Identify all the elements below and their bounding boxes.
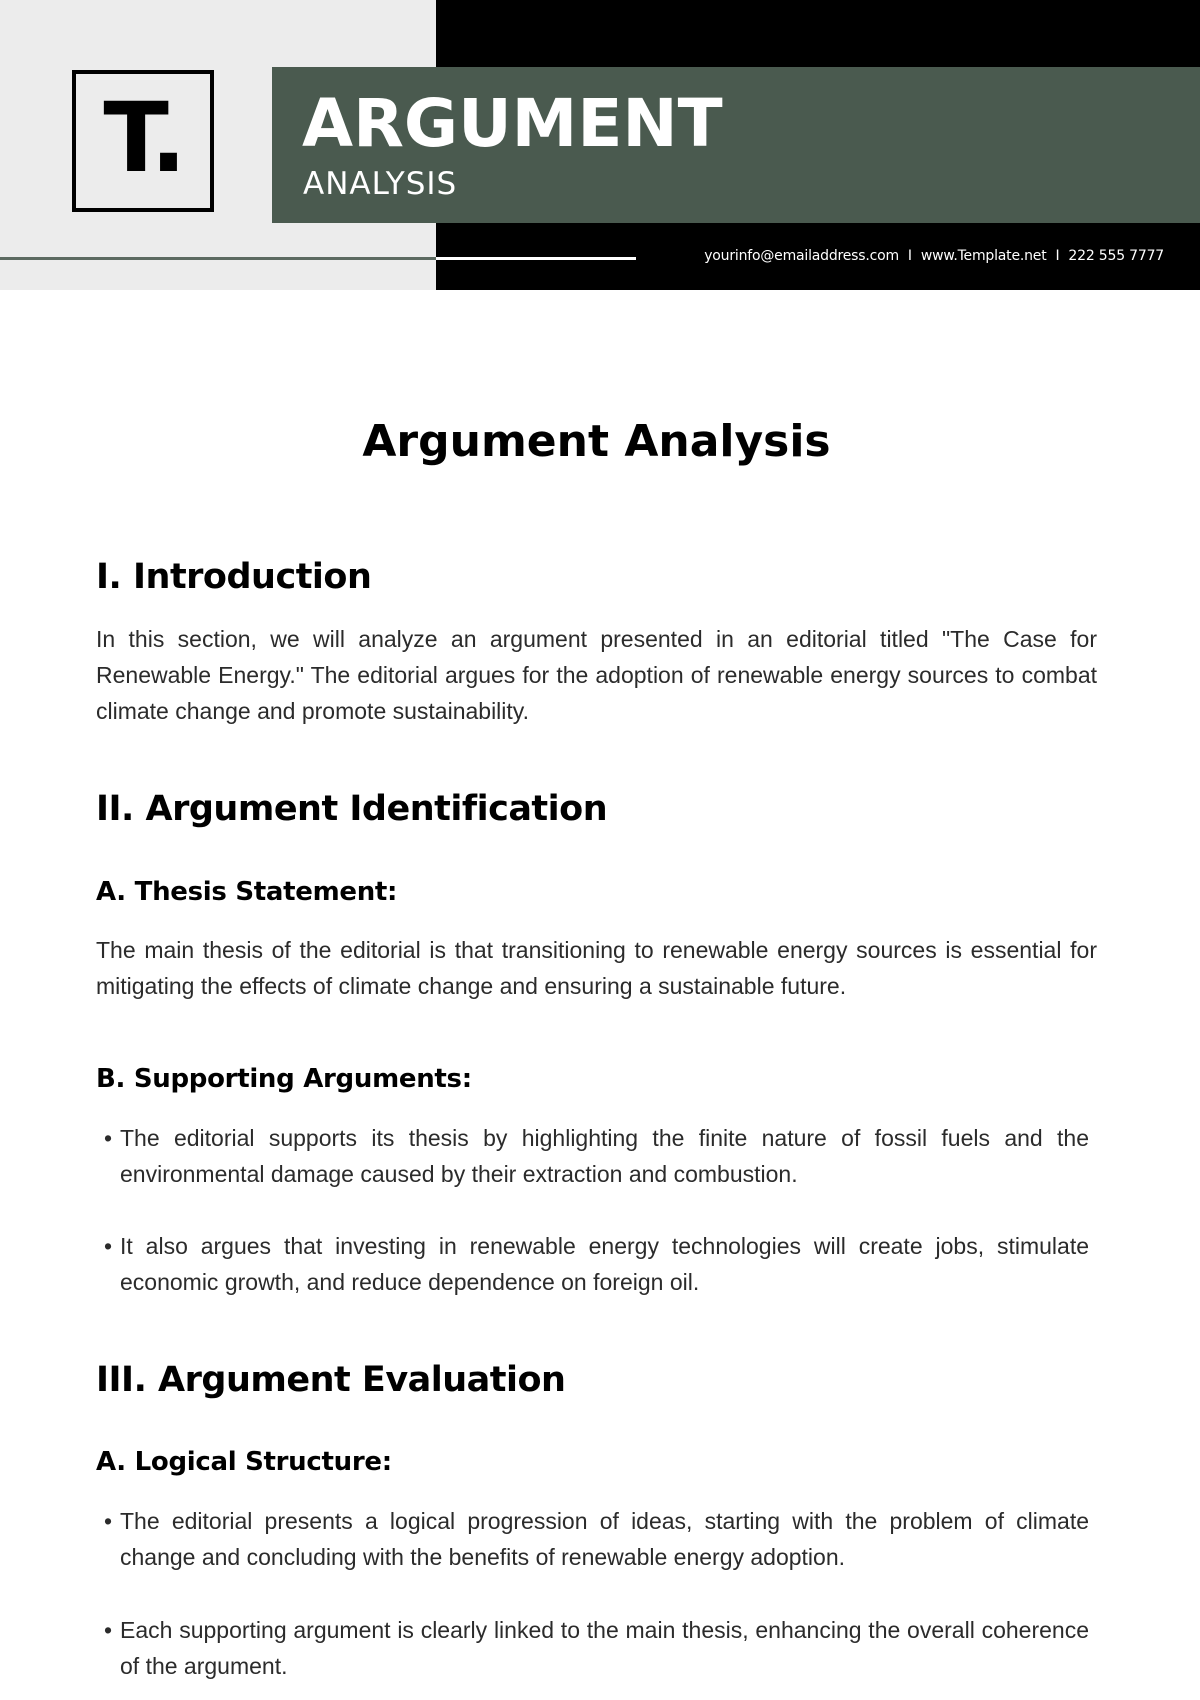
bullet-text: It also argues that investing in renewable energy technologies will create jobs, stimulate economic growth, and reduce dependence on foreign oil. [120,1233,1089,1295]
bullet-glyph: • [104,1233,113,1259]
bullet-glyph: • [104,1617,113,1643]
logo [72,70,214,212]
list-item [104,1120,1089,1192]
list-item [104,1612,1089,1684]
bullet-text: Each supporting argument is clearly linked to the main thesis, enhancing the overall coherence of the argument. [120,1617,1089,1679]
section-heading-introduction: I. Introduction [96,557,372,597]
section-heading-argument-identification: II. Argument Identification [96,789,608,829]
subheading-logical-structure: A. Logical Structure: [96,1447,392,1477]
bullet-glyph: • [104,1125,113,1151]
list-item [104,1503,1089,1575]
bullet-glyph: • [104,1508,113,1534]
header-rule-left [0,257,436,260]
introduction-paragraph: In this section, we will analyze an argument presented in an editorial titled "The Case for Renewable Energy." The editorial argues for the adoption of renewable energy sources to combat climate change and promote sustainability. [96,626,1097,724]
header-subtitle: ANALYSIS [303,166,458,202]
contact-phone: 222 555 7777 [1068,248,1164,264]
document-title: Argument Analysis [362,416,831,467]
contact-separator: I [1055,248,1060,264]
logo-letter: T. [103,82,183,194]
contact-email: yourinfo@emailaddress.com [704,248,899,264]
letterhead-header [0,0,1200,290]
thesis-paragraph: The main thesis of the editorial is that transitioning to renewable energy sources is essential for mitigating the effects of climate change and ensuring a sustainable future. [96,937,1097,999]
header-title: ARGUMENT [302,85,723,162]
header-rule-right [436,257,636,260]
contact-website: www.Template.net [920,248,1047,264]
bullet-text: The editorial supports its thesis by highlighting the finite nature of fossil fuels and the environmental damage caused by their extraction and combustion. [120,1125,1089,1187]
contact-line [704,248,1164,264]
contact-separator: I [907,248,912,264]
subheading-supporting-arguments: B. Supporting Arguments: [96,1064,472,1094]
subheading-thesis-statement: A. Thesis Statement: [96,877,398,907]
bullet-text: The editorial presents a logical progression of ideas, starting with the problem of climate change and concluding with the benefits of renewable energy adoption. [120,1508,1089,1570]
title-band [272,67,1200,223]
list-item [104,1228,1089,1300]
section-heading-argument-evaluation: III. Argument Evaluation [96,1360,566,1400]
